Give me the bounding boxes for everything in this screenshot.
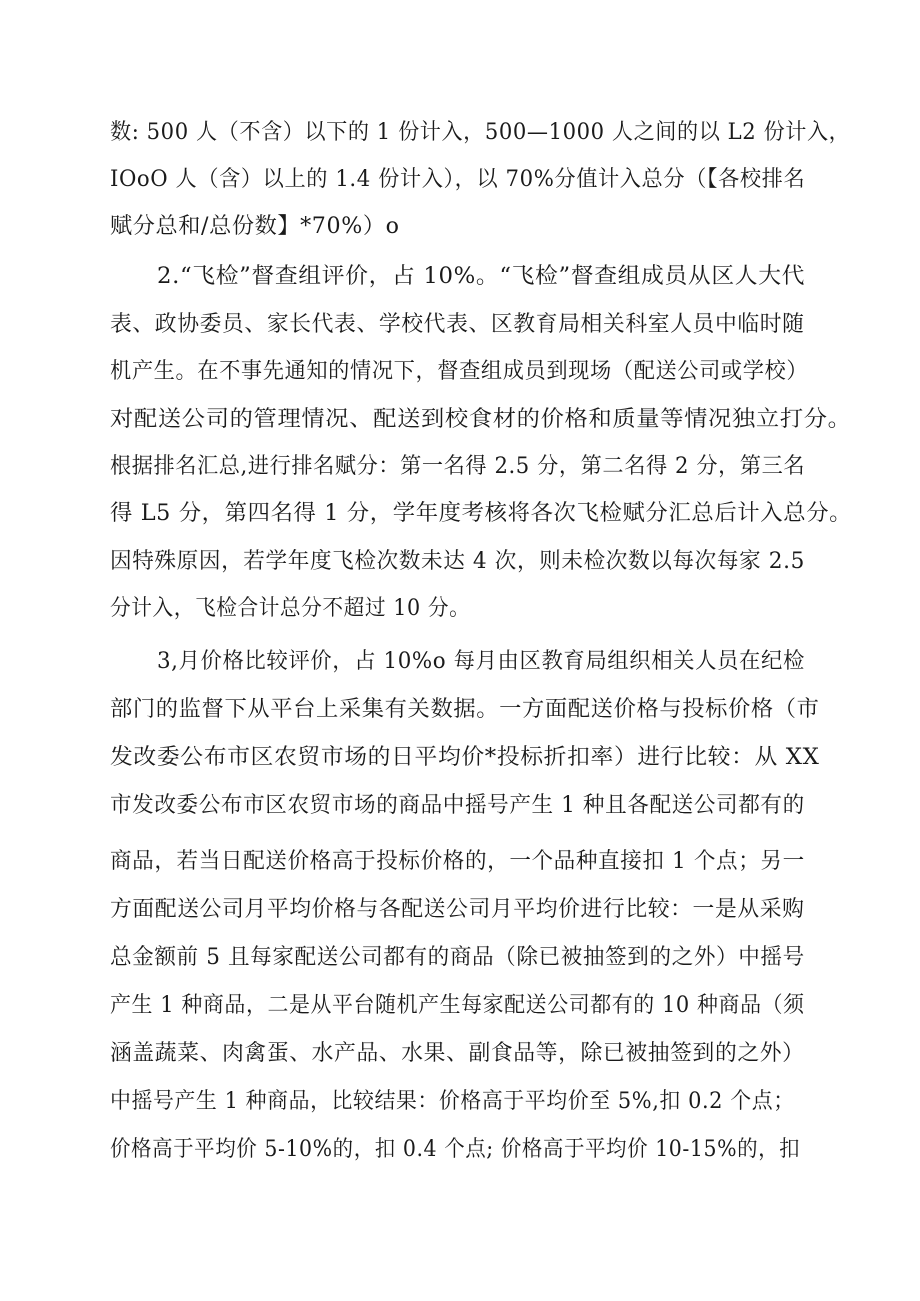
- text-line: 得 L5 分，第四名得 1 分，学年度考核将各次飞检赋分汇总后计入总分。: [110, 501, 853, 526]
- text-line: 机产生。在不事先通知的情况下，督查组成员到现场（配送公司或学校）: [110, 359, 809, 384]
- text-line: 数: 500 人（不含）以下的 1 份计入，500—1000 人之间的以 L2 份计入，: [110, 120, 851, 145]
- text-line: 因特殊原因，若学年度飞检次数未达 4 次，则未检次数以每次每家 2.5: [110, 549, 805, 574]
- text-line: 市发改委公布市区农贸市场的商品中摇号产生 1 种且各配送公司都有的: [110, 793, 805, 818]
- text-line: IOoO 人（含）以上的 1.4 份计入），以 70%分值计入总分（【各校排名: [110, 167, 806, 192]
- text-line: 总金额前 5 且每家配送公司都有的商品（除已被抽签到的之外）中摇号: [110, 945, 805, 970]
- text-line: 发改委公布市区农贸市场的日平均价*投标折扣率）进行比较：从 XX: [110, 745, 820, 770]
- text-line: 中摇号产生 1 种商品，比较结果：价格高于平均价至 5%,扣 0.2 个点；: [110, 1089, 795, 1114]
- paragraph-start-line: 3,月价格比较评价，占 10%o 每月由区教育局组织相关人员在纪检: [157, 649, 805, 674]
- text-line: 分计入，飞检合计总分不超过 10 分。: [110, 596, 471, 621]
- text-line: 产生 1 种商品，二是从平台随机产生每家配送公司都有的 10 种商品（须: [110, 993, 805, 1018]
- text-line: 表、政协委员、家长代表、学校代表、区教育局相关科室人员中临时随: [110, 312, 805, 337]
- text-line: 价格高于平均价 5-10%的，扣 0.4 个点; 价格高于平均价 10-15%的，扣: [110, 1137, 801, 1162]
- text-line: 涵盖蔬菜、肉禽蛋、水产品、水果、副食品等，除已被抽签到的之外）: [110, 1041, 805, 1066]
- text-line: 商品，若当日配送价格高于投标价格的，一个品种直接扣 1 个点；另一: [110, 849, 805, 874]
- paragraph-start-line: 2.“飞检”督查组评价，占 10%。“飞检”督查组成员从区人大代: [157, 264, 806, 289]
- text-line: 根据排名汇总,进行排名赋分：第一名得 2.5 分，第二名得 2 分，第三名: [110, 454, 806, 479]
- text-line: 方面配送公司月平均价格与各配送公司月平均价进行比较：一是从采购: [110, 897, 805, 922]
- text-line: 赋分总和/总份数】*70%）o: [110, 214, 400, 239]
- text-line: 对配送公司的管理情况、配送到校食材的价格和质量等情况独立打分。: [110, 407, 852, 432]
- text-line: 部门的监督下从平台上采集有关数据。一方面配送价格与投标价格（市: [110, 697, 820, 722]
